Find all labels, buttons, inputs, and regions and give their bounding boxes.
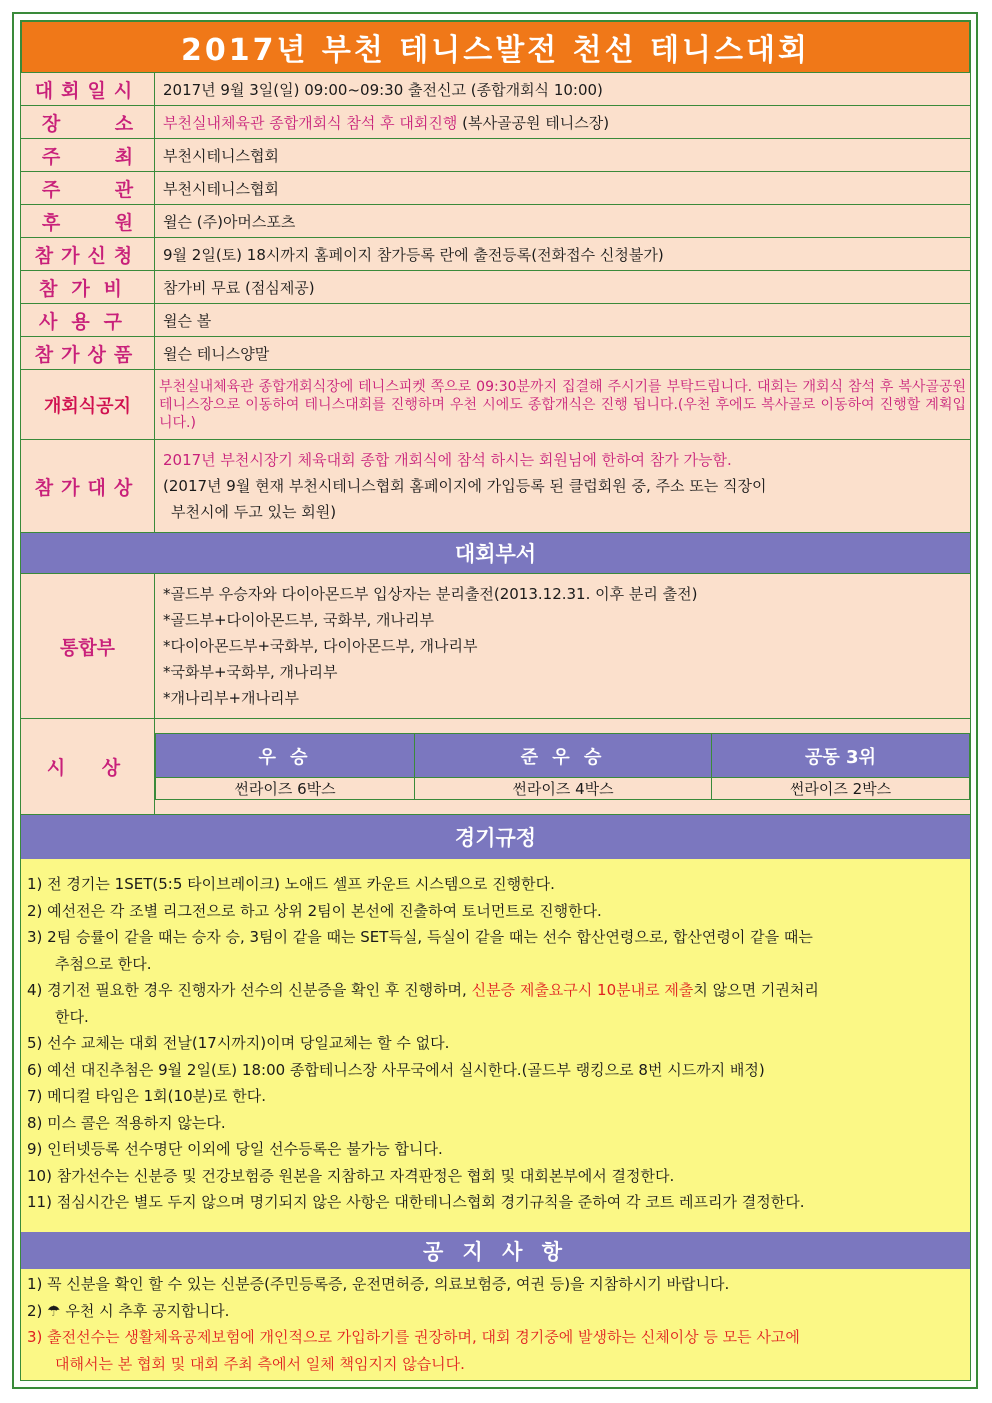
award-header-runnerup: 준 우 승 bbox=[415, 734, 712, 778]
info-value: 윌슨 (주)아머스포츠 bbox=[155, 205, 971, 238]
host-label: 주 최 bbox=[41, 145, 134, 168]
rule-warning: 신분증 제출요구시 10분내로 제출 bbox=[471, 981, 694, 999]
venue-detail: (복사골공원 테니스장) bbox=[457, 113, 610, 132]
venue-highlight: 부천실내체육관 종합개회식 참석 후 대회진행 bbox=[163, 113, 458, 132]
umbrella-icon: ☂ bbox=[47, 1301, 61, 1320]
rule-item bbox=[21, 977, 970, 1030]
info-label: 사용구 bbox=[21, 304, 155, 337]
award-prize-winner: 썬라이즈 6박스 bbox=[156, 778, 415, 800]
info-value bbox=[155, 106, 971, 139]
tournament-poster bbox=[20, 20, 971, 1381]
rule-item: 5) 선수 교체는 대회 전날(17시까지)이며 당일교체는 할 수 없다. bbox=[27, 1034, 450, 1052]
info-value: 9월 2일(토) 18시까지 홈페이지 참가등록 란에 출전등록(전화접수 신청불가) bbox=[155, 238, 971, 271]
poster-title: 2017년 부천 테니스발전 천선 테니스대회 bbox=[20, 20, 971, 72]
rule-item: 7) 메디컬 타임은 1회(10분)로 한다. bbox=[27, 1087, 266, 1105]
award-prize-runnerup: 썬라이즈 4박스 bbox=[415, 778, 712, 800]
division-item: *골드부+다이아몬드부, 국화부, 개나리부 bbox=[163, 611, 434, 629]
award-table bbox=[155, 733, 970, 800]
rules-list bbox=[20, 859, 971, 1232]
info-value: 2017년 9월 3일(일) 09:00~09:30 출전신고 (종합개회식 10:00) bbox=[155, 73, 971, 106]
award-row bbox=[21, 719, 971, 815]
info-label bbox=[21, 205, 155, 238]
rule-text: 4) 경기전 필요한 경우 진행자가 선수의 신분증을 확인 후 진행하며, bbox=[27, 981, 472, 999]
info-row-sponsor bbox=[21, 205, 971, 238]
info-table bbox=[20, 72, 971, 533]
notice-text: 우천 시 추후 공지합니다. bbox=[60, 1301, 230, 1320]
notice-item bbox=[21, 1324, 970, 1377]
rule-continuation: 한다. bbox=[55, 1007, 89, 1026]
info-label bbox=[21, 172, 155, 205]
eligibility-line-1: 2017년 부천시장기 체육대회 종합 개회식에 참석 하시는 회원님에 한하여 참가 가능함. bbox=[163, 451, 732, 469]
eligibility-label: 참가대상 bbox=[21, 440, 155, 533]
division-item: *골드부 우승자와 다이아몬드부 입상자는 분리출전(2013.12.31. 이후 분리 출전) bbox=[163, 585, 698, 603]
division-row bbox=[21, 574, 971, 719]
award-cell bbox=[155, 719, 971, 815]
division-section-header: 대회부서 bbox=[20, 533, 971, 573]
notice-item bbox=[21, 1298, 970, 1325]
info-value: 부천시테니스협회 bbox=[155, 139, 971, 172]
venue-label: 장 소 bbox=[41, 112, 134, 135]
eligibility-line-3: 부천시에 두고 있는 회원) bbox=[171, 503, 337, 521]
info-row-date bbox=[21, 73, 971, 106]
rule-item bbox=[21, 924, 970, 977]
award-header-third: 공동 3위 bbox=[712, 734, 970, 778]
notice-item: 1) 꼭 신분을 확인 할 수 있는 신분증(주민등록증, 운전면허증, 의료보험증, 여권 등)을 지참하시기 바랍니다. bbox=[27, 1275, 730, 1293]
division-item: *다이아몬드부+국화부, 다이아몬드부, 개나리부 bbox=[163, 637, 478, 655]
division-label: 통합부 bbox=[21, 574, 155, 719]
award-label: 시 상 bbox=[21, 719, 155, 815]
info-value: 윌슨 볼 bbox=[155, 304, 971, 337]
info-label: 참가비 bbox=[21, 271, 155, 304]
notice-prefix: 2) bbox=[27, 1301, 48, 1320]
rule-item: 6) 예선 대진추첨은 9월 2일(토) 18:00 종합테니스장 사무국에서 실시한다.(골드부 랭킹으로 8번 시드까지 배정) bbox=[27, 1060, 765, 1079]
info-row-host bbox=[21, 139, 971, 172]
division-item: *국화부+국화부, 개나리부 bbox=[163, 663, 338, 681]
info-row-registration bbox=[21, 238, 971, 271]
opening-notice: 부천실내체육관 종합개회식장에 테니스피켓 쪽으로 09:30분까지 집결해 주시기를 부탁드립니다. 대회는 개회식 참석 후 복사골공원테니스장으로 이동하여 테니스대회를 진행하며 우천 시에도 종합개식은 진행 됩니다.(우천 후에도 복사골로 이동하여 진행할 계획입니다.) bbox=[155, 370, 971, 440]
rule-item: 1) 전 경기는 1SET(5:5 타이브레이크) 노애드 셀프 카운트 시스템으로 진행한다. bbox=[27, 875, 555, 893]
info-value: 윌슨 테니스양말 bbox=[155, 337, 971, 370]
info-row-opening bbox=[21, 370, 971, 440]
rule-item: 9) 인터넷등록 선수명단 이외에 당일 선수등록은 불가능 합니다. bbox=[27, 1140, 443, 1158]
info-row-ball bbox=[21, 304, 971, 337]
rule-text: 3) 2팀 승률이 같을 때는 승자 승, 3팀이 같을 때는 SET득실, 득실이 같을 때는 선수 합산연령으로, 합산연령이 같을 때는 bbox=[27, 928, 813, 946]
division-list bbox=[155, 574, 971, 719]
info-row-venue bbox=[21, 106, 971, 139]
organizer-label: 주 관 bbox=[41, 178, 134, 201]
rule-item: 8) 미스 콜은 적용하지 않는다. bbox=[27, 1113, 226, 1132]
division-table bbox=[20, 573, 971, 815]
rule-item: 11) 점심시간은 별도 두지 않으며 명기되지 않은 사항은 대한테니스협회 경기규칙을 준하여 각 코트 레프리가 결정한다. bbox=[27, 1193, 805, 1211]
info-label: 참가상품 bbox=[21, 337, 155, 370]
info-row-organizer bbox=[21, 172, 971, 205]
rule-item: 2) 예선전은 각 조별 리그전으로 하고 상위 2팀이 본선에 진출하여 토너먼트로 진행한다. bbox=[27, 901, 602, 920]
rule-continuation: 추첨으로 한다. bbox=[55, 954, 152, 973]
opening-label: 개회식공지 bbox=[21, 370, 155, 440]
info-row-fee bbox=[21, 271, 971, 304]
rule-item: 10) 참가선수는 신분증 및 건강보험증 원본을 지참하고 자격판정은 협회 및 대회본부에서 결정한다. bbox=[27, 1166, 675, 1185]
info-label bbox=[21, 139, 155, 172]
eligibility-text bbox=[155, 440, 971, 533]
info-value: 부천시테니스협회 bbox=[155, 172, 971, 205]
notice-section-header: 공 지 사 항 bbox=[20, 1232, 971, 1269]
rules-section-header: 경기규정 bbox=[20, 815, 971, 859]
info-row-eligibility bbox=[21, 440, 971, 533]
award-prize-third: 썬라이즈 2박스 bbox=[712, 778, 970, 800]
rule-text-tail: 치 않으면 기권처리 bbox=[693, 981, 819, 999]
notice-list bbox=[20, 1269, 971, 1381]
info-label: 대회일시 bbox=[21, 73, 155, 106]
award-header-winner: 우 승 bbox=[156, 734, 415, 778]
sponsor-label: 후 원 bbox=[41, 211, 134, 234]
info-label bbox=[21, 106, 155, 139]
info-label: 참가신청 bbox=[21, 238, 155, 271]
notice-text: 3) 출전선수는 생활체육공제보험에 개인적으로 가입하기를 권장하며, 대회 경기중에 발생하는 신체이상 등 모든 사고에 bbox=[27, 1328, 800, 1346]
eligibility-line-2: (2017년 9월 현재 부천시테니스협회 홈페이지에 가입등록 된 클럽회원 중, 주소 또는 직장이 bbox=[163, 477, 767, 495]
info-row-gift bbox=[21, 337, 971, 370]
division-item: *개나리부+개나리부 bbox=[163, 689, 299, 707]
info-value: 참가비 무료 (점심제공) bbox=[155, 271, 971, 304]
notice-continuation: 대해서는 본 협회 및 대회 주최 측에서 일체 책임지지 않습니다. bbox=[55, 1354, 465, 1373]
